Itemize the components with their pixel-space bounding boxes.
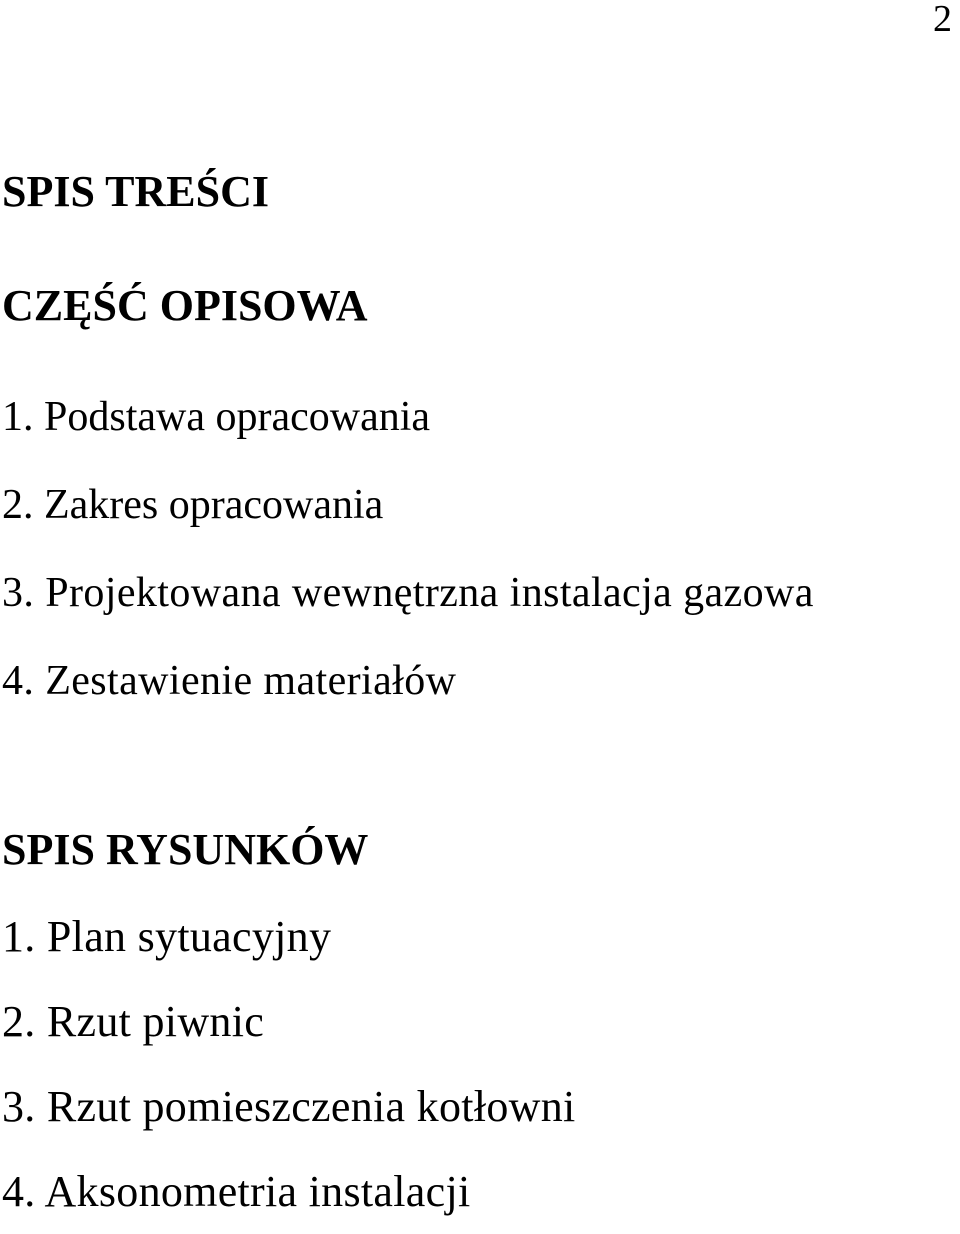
toc-title: SPIS TREŚCI [2,167,269,216]
drawing-item-rzut-kotlowni: 3. Rzut pomieszczenia kotłowni [2,1082,576,1131]
drawing-item-aksonometria: 4. Aksonometria instalacji [2,1167,471,1216]
drawing-item-plan: 1. Plan sytuacyjny [2,912,332,961]
drawings-section-list [2,894,576,1234]
toc-item-zestawienie: 4. Zestawienie materiałów [2,658,457,704]
drawings-section-title: SPIS RYSUNKÓW [2,825,369,874]
toc-item-zakres: 2. Zakres opracowania [2,482,384,528]
page-number: 2 [933,0,952,40]
descriptive-section-title: CZĘŚĆ OPISOWA [2,281,368,330]
toc-item-podstawa: 1. Podstawa opracowania [2,394,431,440]
toc-item-instalacja: 3. Projektowana wewnętrzna instalacja gazowa [2,570,814,616]
descriptive-section-list [2,373,814,725]
drawing-item-rzut-piwnic: 2. Rzut piwnic [2,997,265,1046]
